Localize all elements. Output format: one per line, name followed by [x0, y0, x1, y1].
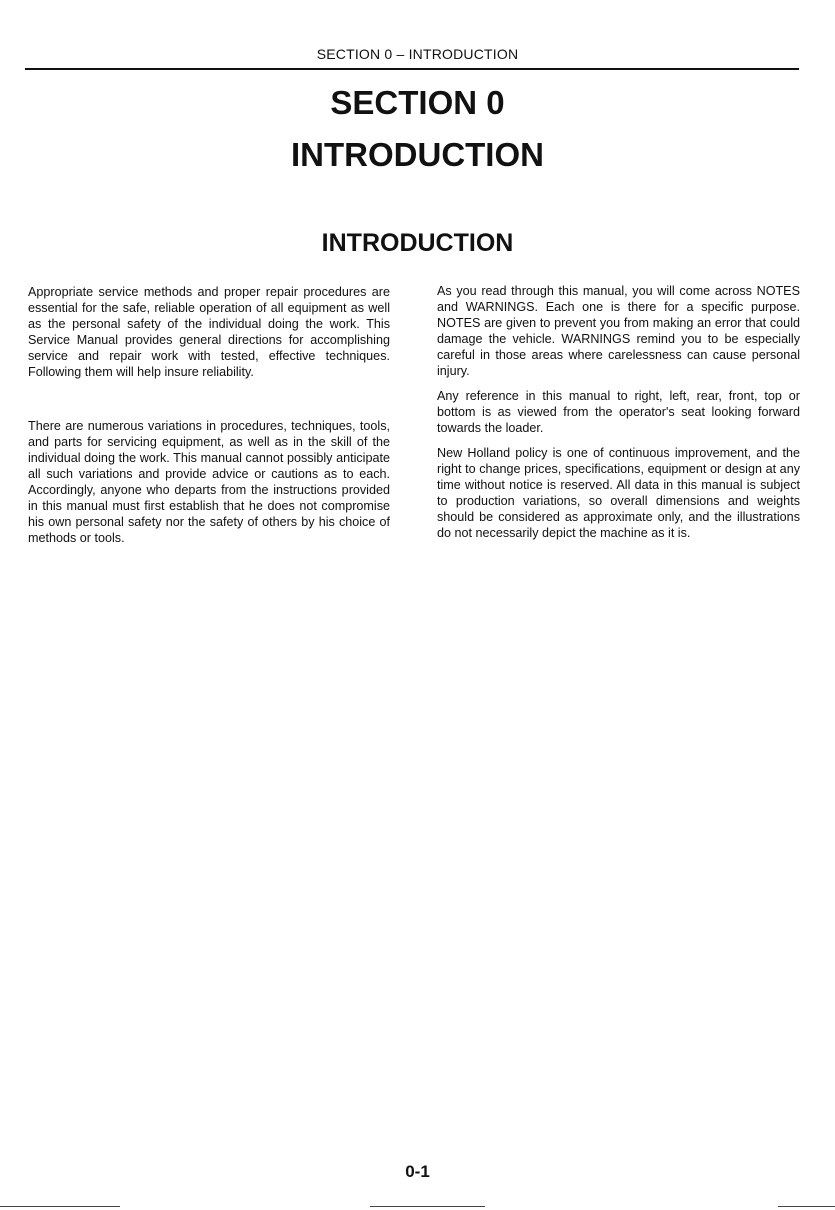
running-header: SECTION 0 – INTRODUCTION: [316, 46, 519, 62]
right-column: [437, 283, 800, 550]
paragraph-variations: There are numerous variations in procedures, techniques, tools, and parts for servicing equipment, as well as in the skill of the individual doing the work. This manual cannot possibly anticipate all such variations and provide advice or cautions as to each. Accordingly, anyone who departs from the instructions provided in this manual must first establish that he does not compromise his own personal safety nor the safety of others by his choice of methods or tools.: [28, 419, 390, 545]
paragraph-policy: New Holland policy is one of continuous improvement, and the right to change prices, specifications, equipment or design at any time without notice is reserved. All data in this manual is subject to production variations, so overall dimensions and weights should be considered as approximate only, and the illustrations do not necessarily depict the machine as it is.: [437, 446, 800, 540]
section-number: SECTION 0: [330, 84, 505, 121]
introduction-heading: INTRODUCTION: [321, 229, 514, 257]
paragraph-service-methods: Appropriate service methods and proper repair procedures are essential for the safe, reliable operation of all equipment as well as the personal safety of the individual doing the work. This Service Manual provides general directions for accomplishing service and repair work with tested, effective techniques. Following them will help insure reliability.: [28, 285, 390, 379]
paragraph-notes-warnings: As you read through this manual, you will come across NOTES and WARNINGS. Each one is there for a specific purpose. NOTES are given to prevent you from making an error that could damage the vehicle. WARNINGS remind you to be especially careful in those areas where carelessness can cause personal injury.: [437, 284, 800, 378]
page-number: 0-1: [405, 1162, 430, 1181]
header-rule: [25, 68, 799, 70]
section-title: INTRODUCTION: [291, 136, 544, 173]
bottom-rule-left: [0, 1206, 120, 1207]
paragraph-orientation: Any reference in this manual to right, left, rear, front, top or bottom is as viewed from the operator's seat looking forward towards the loader.: [437, 389, 800, 435]
bottom-rule-right: [778, 1206, 835, 1207]
bottom-rule-center: [370, 1206, 485, 1207]
left-column: [28, 284, 390, 546]
